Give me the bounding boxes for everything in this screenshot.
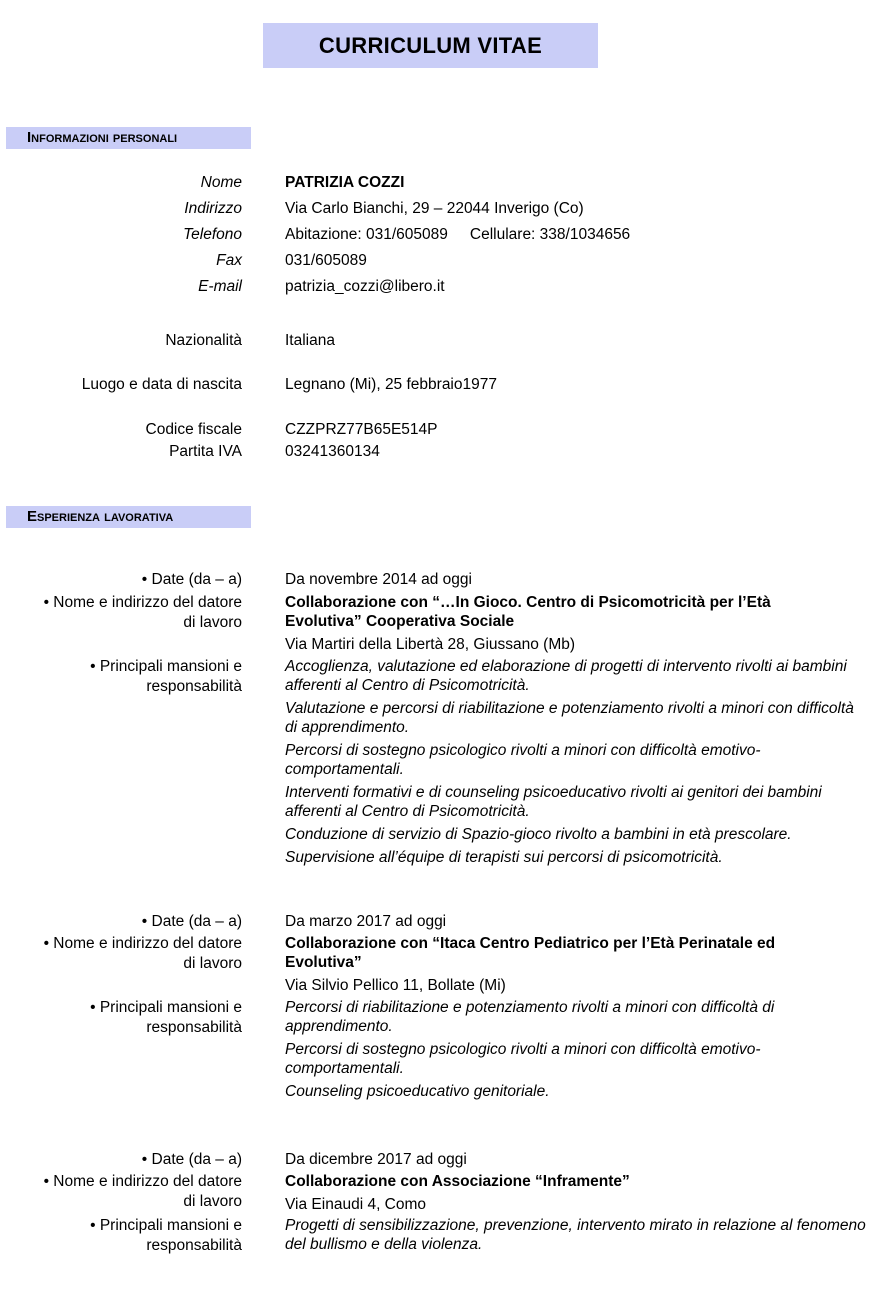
email-value[interactable]: patrizia_cozzi@libero.it (285, 278, 445, 295)
fax-value: 031/605089 (285, 252, 367, 269)
job3-date-label: • Date (da – a) (141, 1151, 242, 1168)
partita-iva-value: 03241360134 (285, 443, 380, 460)
employer-label-line2: di lavoro (183, 614, 242, 631)
job1-duties-label (2, 657, 242, 697)
partita-iva-label: Partita IVA (169, 443, 242, 460)
job1-duty: Accoglienza, valutazione ed elaborazione di progetti di intervento rivolti ai bambini afferenti al Centro di Psicomotricità. (285, 658, 847, 694)
job2-duties-label (2, 998, 242, 1038)
job1-employer (285, 593, 870, 654)
job1-date-label: • Date (da – a) (141, 571, 242, 588)
job1-duties (285, 657, 870, 871)
job2-duty: Percorsi di sostegno psicologico rivolti a minori con difficoltà emotivo-comportamentali. (285, 1041, 761, 1077)
telefono-cell: Cellulare: 338/1034656 (469, 226, 631, 243)
job1-date: Da novembre 2014 ad oggi (285, 571, 472, 588)
duties-label-line1: • Principali mansioni e (90, 658, 242, 675)
telefono-label: Telefono (183, 226, 242, 243)
job3-address: Via Einaudi 4, Como (285, 1196, 427, 1213)
telefono-casa: Abitazione: 031/605089 (285, 226, 448, 243)
employer-label-line1: • Nome e indirizzo del datore (43, 594, 242, 611)
job1-duty: Supervisione all’équipe di terapisti sui percorsi di psicomotricità. (285, 849, 723, 866)
job2-duties (285, 998, 870, 1105)
employer-label-line1: • Nome e indirizzo del datore (43, 935, 242, 952)
job1-employer-line2: Evolutiva” Cooperativa Sociale (285, 613, 515, 630)
indirizzo-value: Via Carlo Bianchi, 29 – 22044 Inverigo (Co) (285, 200, 584, 217)
job3-employer-line1: Collaborazione con Associazione “Inframente” (285, 1173, 630, 1190)
job3-duty: Progetti di sensibilizzazione, prevenzione, intervento mirato in relazione al fenomeno del bullismo e della violenza. (285, 1217, 866, 1253)
job3-employer-label (2, 1172, 242, 1212)
nome-value: PATRIZIA COZZI (285, 174, 405, 191)
job1-duty: Percorsi di sostegno psicologico rivolti a minori con difficoltà emotivo-comportamentali. (285, 742, 761, 778)
employer-label-line2: di lavoro (183, 1193, 242, 1210)
job1-address: Via Martiri della Libertà 28, Giussano (Mb) (285, 636, 576, 653)
job2-employer-label (2, 934, 242, 974)
nazionalita-value: Italiana (285, 332, 335, 349)
nome-label: Nome (200, 174, 242, 191)
employer-label-line1: • Nome e indirizzo del datore (43, 1173, 242, 1190)
indirizzo-label: Indirizzo (184, 200, 242, 217)
section-work-experience: Esperienza lavorativa (6, 506, 251, 528)
job2-employer (285, 934, 870, 995)
codice-fiscale-label: Codice fiscale (145, 421, 242, 438)
job2-duty: Percorsi di riabilitazione e potenziamento rivolti a minori con difficoltà di apprendimento. (285, 999, 775, 1035)
job3-employer (285, 1172, 870, 1214)
nascita-label: Luogo e data di nascita (81, 376, 242, 393)
job2-date: Da marzo 2017 ad oggi (285, 913, 447, 930)
job1-duty: Valutazione e percorsi di riabilitazione e potenziamento rivolti a minori con difficoltà di apprendimento. (285, 700, 854, 736)
duties-label-line2: responsabilità (146, 678, 242, 695)
job3-duties-label (2, 1216, 242, 1256)
job2-address: Via Silvio Pellico 11, Bollate (Mi) (285, 977, 506, 994)
fax-label: Fax (216, 252, 242, 269)
job2-employer-line1: Collaborazione con “Itaca Centro Pediatrico per l’Età Perinatale ed (285, 935, 776, 952)
nascita-value: Legnano (Mi), 25 febbraio1977 (285, 376, 497, 393)
job3-date: Da dicembre 2017 ad oggi (285, 1151, 467, 1168)
job2-employer-line2: Evolutiva” (285, 954, 362, 971)
job2-date-label: • Date (da – a) (141, 913, 242, 930)
duties-label-line1: • Principali mansioni e (90, 1217, 242, 1234)
duties-label-line2: responsabilità (146, 1019, 242, 1036)
section-personal-info: Informazioni personali (6, 127, 251, 149)
cv-title: CURRICULUM VITAE (263, 23, 598, 68)
duties-label-line1: • Principali mansioni e (90, 999, 242, 1016)
nazionalita-label: Nazionalità (165, 332, 242, 349)
job1-duty: Interventi formativi e di counseling psicoeducativo rivolti ai genitori dei bambini afferenti al Centro di Psicomotricità. (285, 784, 822, 820)
job1-duty: Conduzione di servizio di Spazio-gioco rivolto a bambini in età prescolare. (285, 826, 792, 843)
telefono-value (285, 225, 630, 245)
job3-duties (285, 1216, 870, 1258)
job1-employer-line1: Collaborazione con “…In Gioco. Centro di Psicomotricità per l’Età (285, 594, 771, 611)
job1-employer-label (2, 593, 242, 633)
duties-label-line2: responsabilità (146, 1237, 242, 1254)
email-label: E-mail (198, 278, 242, 295)
employer-label-line2: di lavoro (183, 955, 242, 972)
codice-fiscale-value: CZZPRZ77B65E514P (285, 421, 438, 438)
job2-duty: Counseling psicoeducativo genitoriale. (285, 1083, 550, 1100)
